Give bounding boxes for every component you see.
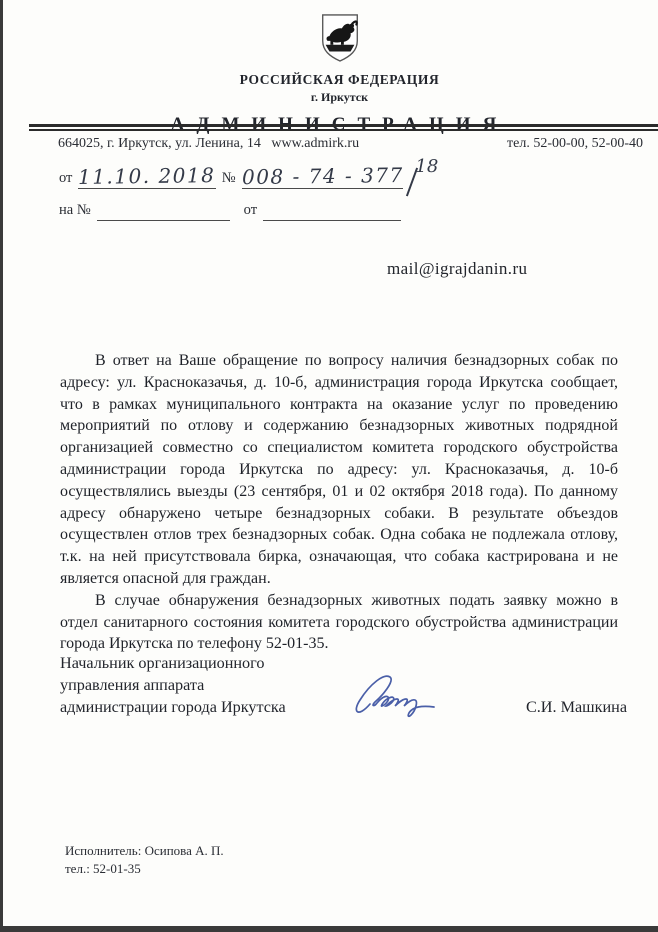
irkutsk-coat-of-arms-icon bbox=[316, 12, 364, 69]
postal-address-and-website bbox=[58, 136, 359, 152]
outgoing-date-field bbox=[78, 165, 215, 189]
incoming-number-field bbox=[97, 205, 230, 221]
phone-numbers: тел. 52-00-00, 52-00-40 bbox=[507, 136, 643, 151]
body-paragraph: В случае обнаружения безнадзорных животных подать заявку можно в отдел санитарного состояния комитета городского обустройства администрации города Иркутска по телефону 52-01-35. bbox=[60, 591, 618, 653]
letter-body bbox=[60, 350, 618, 655]
postal-address: 664025, г. Иркутск, ул. Ленина, 14 bbox=[58, 136, 261, 151]
handwritten-date: 11.10. 2018 bbox=[78, 163, 216, 189]
city-name: г. Иркутск bbox=[310, 90, 369, 104]
letterhead bbox=[3, 12, 658, 136]
signer-position bbox=[60, 652, 340, 718]
handwritten-signature bbox=[348, 668, 498, 725]
outgoing-number-field bbox=[241, 162, 404, 190]
country-name: РОССИЙСКАЯ ФЕДЕРАЦИЯ bbox=[239, 72, 440, 87]
website-link[interactable]: www.admirk.ru bbox=[271, 136, 360, 151]
signer-position-line: управления аппарата bbox=[60, 676, 205, 694]
executor-phone: тел.: 52-01-35 bbox=[65, 860, 141, 876]
handwritten-number-suffix: 18 bbox=[415, 156, 439, 177]
executor-block bbox=[65, 842, 224, 877]
reply-from-label: от bbox=[243, 202, 258, 218]
signer-position-line: администрации города Иркутска bbox=[60, 698, 286, 716]
body-paragraph: В ответ на Ваше обращение по вопросу наличия безнадзорных собак по адресу: ул. Красноказачья, д. 10-б, администрация города Иркутска сообщает, что в рамках муниципального контракта на оказание услуг по проведению мероприятий по отлову и содержанию безнадзорных животных подрядной организацией совместно со специалистом комитета городского обустройства администрации города Иркутска по адресу: ул. Красноказачья, д. 10-б осуществлялись выезды (23 сентября, 01 и 02 октября 2018 года). По данному адресу обнаружено четыре безнадзорных собаки. В результате объездов осуществлен отлов трех безнадзорных собак. Одна собака не подлежала отлову, т.к. на ней присутствовала бирка, означающая, что собака кастрирована и не является опасной для граждан. bbox=[60, 352, 618, 587]
incoming-reference-line bbox=[59, 202, 438, 221]
incoming-date-field bbox=[263, 205, 401, 221]
reference-block bbox=[59, 156, 439, 221]
signer-position-line: Начальник организационного bbox=[60, 654, 265, 672]
from-date-label: от bbox=[59, 170, 73, 186]
contact-row bbox=[58, 136, 643, 152]
reply-number-label: на № bbox=[59, 202, 91, 218]
number-label: № bbox=[221, 170, 236, 186]
outgoing-reference-line bbox=[59, 156, 439, 190]
handwritten-number: 008 - 74 - 377 bbox=[241, 162, 404, 190]
signature-block bbox=[60, 652, 627, 718]
organization-name: АДМИНИСТРАЦИЯ bbox=[170, 114, 509, 135]
header-divider bbox=[29, 124, 658, 131]
executor-name: Исполнитель: Осипова А. П. bbox=[65, 843, 224, 858]
recipient-email[interactable]: mail@igrajdanin.ru bbox=[387, 259, 528, 278]
signer-name: С.И. Машкина bbox=[525, 698, 627, 716]
